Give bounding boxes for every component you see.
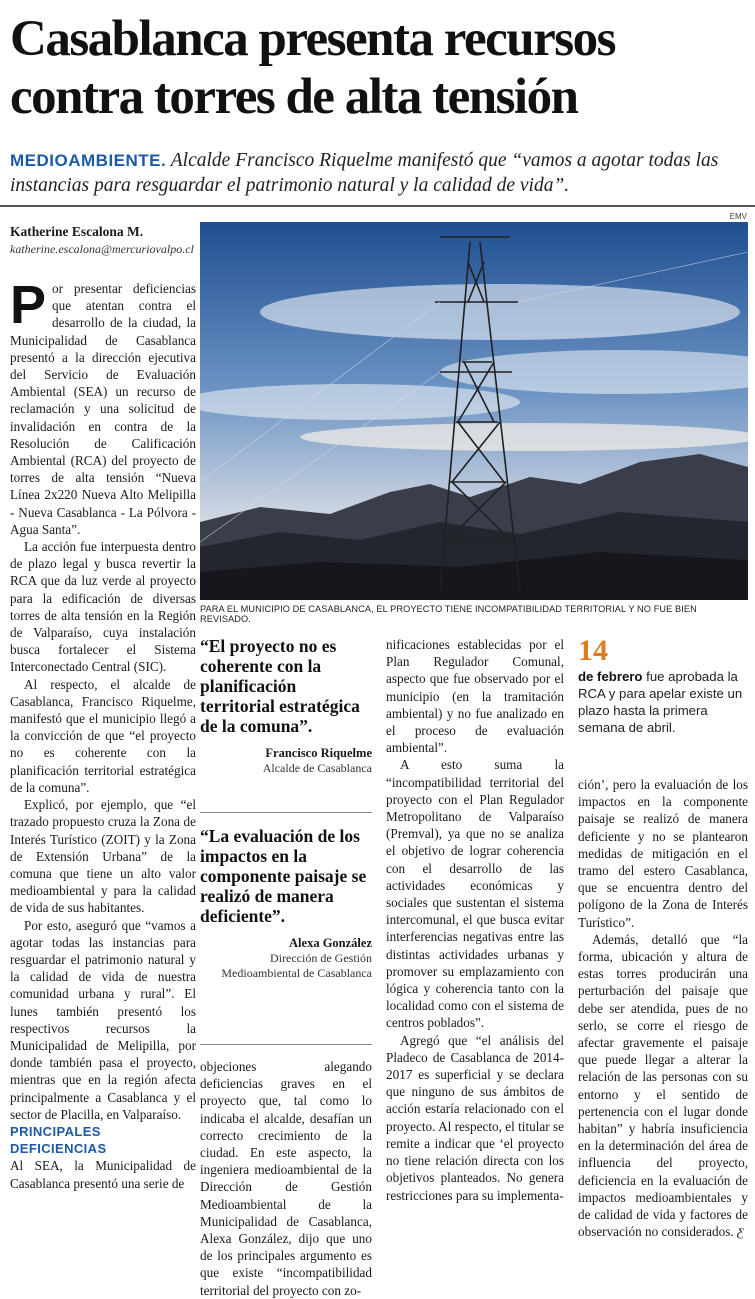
quote-divider xyxy=(200,1044,372,1045)
paragraph: Al SEA, la Municipalidad de Casablanca presentó una serie de xyxy=(10,1158,196,1191)
section-kicker: MEDIOAMBIENTE. xyxy=(10,151,167,170)
fact-body: fue aprobada la RCA y para apelar existe un plazo hasta la primera semana de abril. xyxy=(578,669,743,735)
paragraph xyxy=(578,931,748,1242)
quote-name: Alexa González xyxy=(289,936,372,950)
subhead: PRINCIPALES DEFICIENCIAS xyxy=(10,1123,107,1157)
fact-box xyxy=(578,636,748,736)
deck-text: Alcalde Francisco Riquelme manifestó que “vamos a agotar todas las instancias para resguardar el patrimonio natural y la calidad de vida”. xyxy=(10,150,719,196)
quote-role: Alcalde de Casablanca xyxy=(262,761,372,775)
pull-quote-1 xyxy=(200,636,372,776)
column-4 xyxy=(578,776,748,1241)
photo-caption: PARA EL MUNICIPIO DE CASABLANCA, EL PROYECTO TIENE INCOMPATIBILIDAD TERRITORIAL Y NO FUE BIEN REVISADO. xyxy=(200,604,697,624)
paragraph-text: or presentar deficiencias que atentan contra el desarrollo de la ciudad, la Municipalidad de Casablanca presentó a la dirección ejecutiva del Servicio de Evaluación Ambiental (SEA) un recurso de reclamación y una solicitud de invalidación en contra de la Resolución de Calificación Ambiental (RCA) del proyecto de torres de alta tensión “Nueva Línea 2x220 Nueva Alto Melipilla - Nueva Casablanca - La Pólvora - Agua Santa”. xyxy=(10,281,196,537)
quote-role: Dirección de Gestión Medioambiental de Casablanca xyxy=(221,951,372,980)
paragraph: La acción fue interpuesta dentro de plazo legal y busca revertir la RCA que da luz verde al proyecto para la edificación de diversas torres de alta tensión en la Región de Valparaíso, cuya instalación busca fortalecer el Sistema Interconectado Central (SIC). xyxy=(10,539,196,675)
column-1 xyxy=(10,275,196,1192)
pull-quote-2 xyxy=(200,826,372,981)
byline xyxy=(10,224,195,257)
fact-text xyxy=(578,668,748,736)
tower-photo xyxy=(200,222,748,600)
quote-name: Francisco Riquelme xyxy=(265,746,372,760)
drop-cap: P xyxy=(10,275,47,335)
paragraph-text: Además, detalló que “la forma, ubicación y altura de estas torres producirán una perturbación del paisaje que debe ser atendida, pues de no serlo, se corre el riesgo de afectar gravemente el paisaje que puede llegar a alterar la relación de las personas con su entorno y el sentido de pertenencia con el lugar donde habitan” y habría insuficiencia en la determinación del área de influencia del proyecto, deficiencia en la evaluación de impactos medioambientales y de calidad de vida y factores de observación no considerados. xyxy=(578,931,748,1240)
column-2 xyxy=(200,1058,372,1299)
column-3 xyxy=(386,636,564,1204)
paragraph: Al respecto, el alcalde de Casablanca, Francisco Riquelme, manifestó que el municipio llegó a la convicción de que “el proyecto no es coherente con la planificación territorial estratégica de la comuna”. xyxy=(10,676,196,795)
paragraph: Por esto, aseguró que “vamos a agotar todas las instancias para resguardar el patrimonio natural y la calidad de vida de nuestra comunidad urbana y rural”. El lunes también presentó los respectivos recursos la Municipalidad de Melipilla, por donde también pasa el proyecto, mientras que en la región afecta principalmente a Casablanca y el sector de Placilla, en Valparaíso. xyxy=(10,917,196,1122)
paragraph: ción’, pero la evaluación de los impactos en la componente paisaje se realizó de manera deficiente y no se plantearon medidas de mitigación en el tramo del estero Casablanca, que se encuentra dentro del polígono de la Zona de Interés Turístico”. xyxy=(578,777,748,930)
author-email: katherine.escalona@mercuriovalpo.cl xyxy=(10,242,194,256)
paragraph: A esto suma la “incompatibilidad territorial del proyecto con el Plan Regulador Metropolitano de Valparaíso (Premval), ya que no se analiza el objetivo de lograr coherencia con el desarrollo de las actividades económicas y sociales que sustentan el sistema intercomunal, el que busca evitar interferencias negativas entre las distintas actividades urbanas y promover su emplazamiento con lógica y coherencia tanto con la localidad como con el sistema de centros poblados”. xyxy=(386,757,564,1031)
paragraph: objeciones alegando deficiencias graves en el proyecto que, tal como lo indicaba el alcalde, desafían un correcto crecimiento de la ciudad. En este aspecto, la ingeniera medioambiental de la Dirección de Gestión Medioambiental de la Municipalidad de Casablanca, Alexa González, dijo que uno de los principales argumento es que existe “incompatibilidad territorial del proyecto con zo- xyxy=(200,1059,372,1298)
tower-photo-illustration xyxy=(200,222,748,600)
quote-text: “La evaluación de los impactos en la componente paisaje se realizó de manera deficiente”. xyxy=(200,826,367,926)
paragraph: Explicó, por ejemplo, que “el trazado propuesto cruza la Zona de Interés Turístico (ZOIT) y la Zona de Extensión Urbana” de la comuna que tiene un alto valor medioambiental y para la calidad de vida de sus habitantes. xyxy=(10,797,196,916)
author-name: Katherine Escalona M. xyxy=(10,224,144,239)
quote-text: “El proyecto no es coherente con la planificación territorial estratégica de la comuna”. xyxy=(200,636,360,736)
deck xyxy=(10,148,748,198)
fact-number: 14 xyxy=(578,634,608,667)
header-divider xyxy=(0,205,755,207)
headline: Casablanca presenta recursos contra torres de alta tensión xyxy=(10,11,615,125)
end-mark: Ƹ xyxy=(736,1225,744,1240)
paragraph xyxy=(10,275,196,538)
paragraph: Agregó que “el análisis del Pladeco de Casablanca de 2014-2017 es superficial y se declara que ninguno de sus ámbitos de acción estaría relacionado con el proyecto. Al respecto, el titular se remite a indicar que ‘el proyecto no tiene relación directa con los objetivos planteados. No genera restricciones para su implementa- xyxy=(386,1032,564,1203)
paragraph: nificaciones establecidas por el Plan Regulador Comunal, aspecto que fue observado por el municipio (en la tramitación ambiental) y no fue analizado en el proceso de evaluación ambiental”. xyxy=(386,637,564,756)
quote-divider xyxy=(200,812,372,813)
photo-credit: EMV xyxy=(729,212,747,221)
fact-bold: de febrero xyxy=(578,669,643,684)
